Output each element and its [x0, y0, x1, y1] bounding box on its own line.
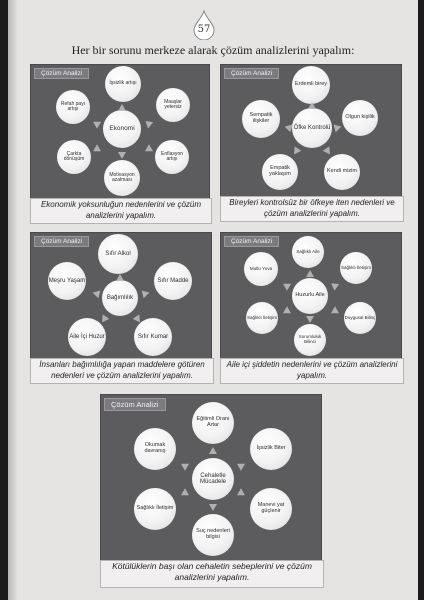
page-number-badge — [192, 10, 216, 40]
solution-bubble: Manevi yat güçlenir — [250, 488, 292, 530]
arrow-chevron-icon — [116, 274, 124, 281]
solution-bubble: Kendi mizim — [324, 154, 360, 190]
book-page — [8, 0, 418, 600]
arrow-chevron-icon — [142, 289, 151, 299]
arrow-chevron-icon — [284, 123, 293, 133]
solution-bubble: Sıfır Madde — [154, 262, 192, 300]
arrow-chevron-icon — [91, 144, 101, 154]
arrow-chevron-icon — [237, 488, 247, 498]
solution-bubble: İşsizlik artışı — [105, 66, 141, 102]
center-bubble: Huzurlu Aile — [292, 278, 328, 314]
arrow-chevron-icon — [281, 280, 291, 290]
page-gutter-shade — [8, 0, 18, 600]
analysis-panel-anger — [220, 64, 402, 198]
solution-bubble: Sağlıklı İletişim — [340, 252, 372, 284]
panel-caption: Ekonomik yoksunluğun nedenlerini ve çözüm analizlerini yapalım. — [30, 198, 212, 224]
solution-bubble: Erdemli birey — [292, 66, 330, 104]
solution-bubble: Sıfır Kumar — [134, 318, 172, 356]
center-bubble: Bağımlılık — [102, 280, 138, 316]
analysis-panel-addiction — [30, 232, 212, 360]
arrow-chevron-icon — [118, 152, 126, 159]
solution-bubble: İşsizlik Biter — [250, 428, 292, 470]
solution-bubble: Sağlıklı İletişim — [134, 488, 176, 530]
arrow-chevron-icon — [323, 146, 334, 156]
solution-bubble: Suç nedenleri bilgisi — [192, 514, 234, 556]
solution-bubble: Enflasyon artışı — [155, 140, 189, 174]
solution-bubble: Olgun kişilik — [342, 100, 378, 136]
solution-bubble: Aile İçi Huzur — [68, 318, 106, 356]
solution-bubble: Sorumluluk Bilinci — [294, 324, 326, 356]
solution-bubble: Mutlu Yuva — [244, 252, 278, 286]
center-bubble: Öfke Kontrolü — [292, 108, 332, 148]
panel-tag: Çözüm Analizi — [224, 68, 279, 79]
panel-tag: Çözüm Analizi — [34, 68, 89, 79]
analysis-panel-family — [220, 232, 402, 360]
center-bubble: Ekonomi — [103, 110, 141, 148]
arrow-chevron-icon — [237, 460, 247, 470]
arrow-chevron-icon — [179, 460, 189, 470]
solution-bubble: Sempatik ilişkiler — [242, 100, 280, 138]
panel-caption: Bireyleri kontrolsüz bir öfkeye iten nedenleri ve çözüm analizlerini yapalım. — [220, 196, 404, 222]
solution-bubble: Sıfır Alkol — [98, 234, 138, 274]
solution-bubble: Refah payı artışı — [56, 90, 90, 124]
arrow-chevron-icon — [331, 306, 341, 316]
arrow-chevron-icon — [145, 144, 155, 154]
panel-tag: Çözüm Analizi — [224, 236, 279, 247]
arrow-chevron-icon — [306, 270, 314, 277]
arrow-chevron-icon — [334, 123, 343, 133]
solution-bubble: Meşru Yaşam — [48, 262, 86, 300]
arrow-chevron-icon — [209, 504, 217, 511]
panel-caption: Kötülüklerin başı olan cehaletin sebeplerini ve çözüm analizlerini yapalım. — [100, 560, 324, 588]
solution-bubble: Okumak davranış — [134, 428, 176, 470]
panel-tag: Çözüm Analizi — [34, 236, 89, 247]
center-bubble: Cehaletle Mücadele — [192, 458, 234, 500]
solution-bubble: Çarkta dönüşüm — [57, 140, 91, 174]
solution-bubble: Motivasyon azalması — [104, 160, 140, 196]
arrow-chevron-icon — [209, 447, 217, 454]
analysis-panel-economy — [30, 64, 210, 200]
arrow-chevron-icon — [91, 118, 101, 128]
arrow-chevron-icon — [281, 306, 291, 316]
arrow-chevron-icon — [145, 119, 154, 129]
solution-bubble: Duygusal Bilinç — [344, 302, 376, 334]
solution-bubble: Sağlıklı İletişim — [246, 302, 278, 334]
arrow-chevron-icon — [179, 488, 189, 498]
solution-bubble: Eğitimli Oranı Artar — [192, 402, 234, 444]
arrow-chevron-icon — [92, 289, 101, 299]
solution-bubble: Empatik yaklaşım — [262, 154, 298, 190]
analysis-panel-ignorance — [100, 394, 322, 562]
panel-caption: İnsanları bağımlılığa yapan maddelere götüren nedenleri ve çözüm analizlerini yapalım. — [30, 358, 214, 384]
panel-caption: Aile içi şiddetin nedenlerini ve çözüm analizlerini yapalım. — [220, 358, 404, 384]
page-number: 57 — [197, 24, 211, 35]
solution-bubble: Sağlıklı Aile — [292, 236, 324, 268]
arrow-chevron-icon — [308, 102, 316, 109]
solution-bubble: Maaşlar yetersiz — [156, 88, 190, 122]
arrow-chevron-icon — [291, 146, 302, 156]
arrow-chevron-icon — [118, 104, 126, 111]
arrow-chevron-icon — [331, 280, 341, 290]
page-instruction: Her bir sorunu merkeze alarak çözüm analizlerini yapalım: — [71, 43, 355, 57]
panel-tag: Çözüm Analizi — [104, 398, 166, 411]
arrow-chevron-icon — [306, 316, 314, 323]
